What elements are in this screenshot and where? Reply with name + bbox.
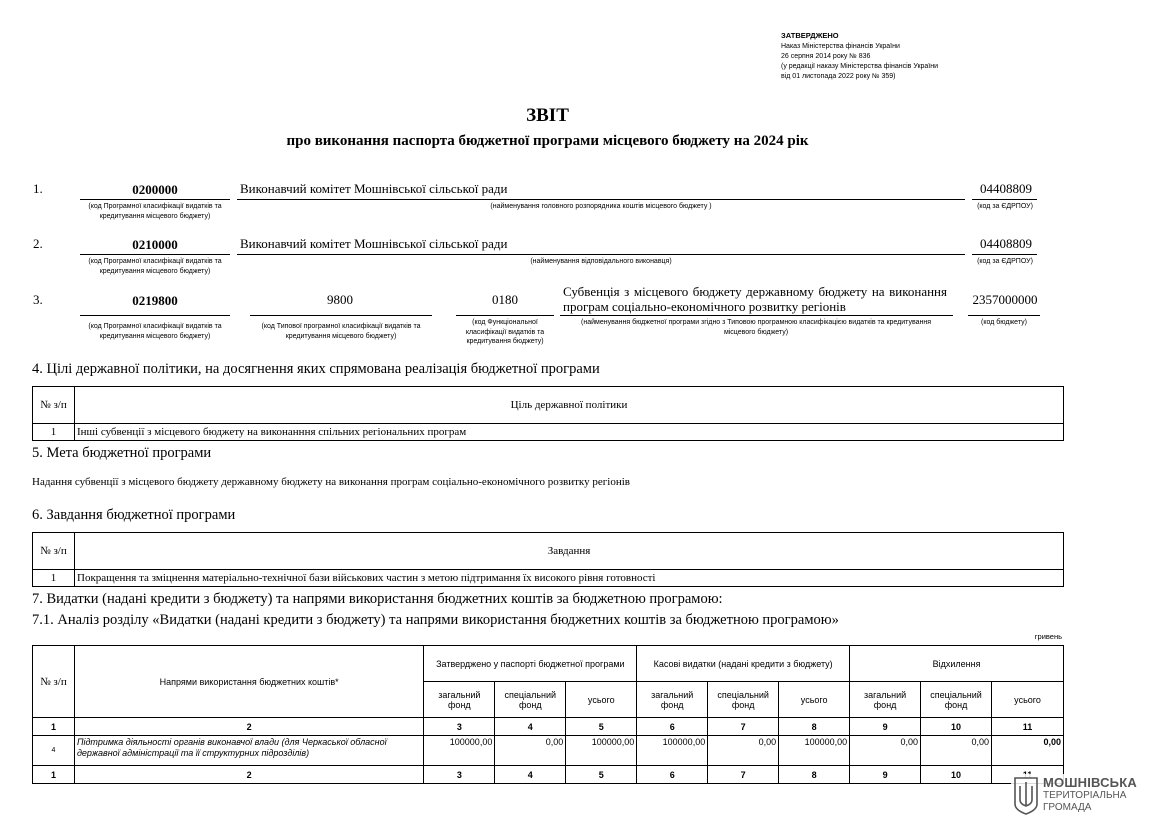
index-cell: 10 — [921, 718, 992, 736]
col-num-header: № з/п — [33, 387, 75, 424]
index-cell: 8 — [779, 766, 850, 784]
group-deviation-header: Відхилення — [850, 646, 1064, 682]
section7-heading: 7. Видатки (надані кредити з бюджету) та напрями використання бюджетних коштів за бюджетною програмою: — [32, 591, 723, 607]
col-num-header: № з/п — [33, 533, 75, 570]
row1-edrpou-caption: (код за ЄДРПОУ) — [977, 203, 1033, 210]
index-cell: 3 — [424, 766, 495, 784]
row3-name-caption: (найменування бюджетної програми згідно з Типовою програмною класифікацією видатків та кредитування місцевого бюджету) — [581, 319, 931, 336]
index-cell: 7 — [708, 718, 779, 736]
section4-heading: 4. Цілі державної політики, на досягнення яких спрямована реалізація бюджетної програми — [32, 361, 600, 377]
trident-icon — [1013, 776, 1039, 816]
underline — [80, 254, 230, 255]
row3-functional-code: 0180 — [492, 292, 518, 307]
row3-code-caption: (код Програмної класифікації видатків та кредитування місцевого бюджету) — [88, 323, 222, 340]
section71-heading: 7.1. Аналіз розділу «Видатки (надані кредити з бюджету) та напрями використання бюджетних коштів за бюджетною програмою» — [32, 612, 839, 628]
approval-heading: ЗАТВЕРДЖЕНО — [781, 31, 839, 40]
sub-general-header: загальний фонд — [424, 682, 495, 718]
table-header-row — [33, 646, 1064, 682]
logo-line2: ТЕРИТОРІАЛЬНА — [1043, 790, 1127, 801]
value-cell: 100000,00 — [779, 736, 850, 766]
row2-code-caption: (код Програмної класифікації видатків та кредитування місцевого бюджету) — [88, 258, 222, 275]
value-cell: 0,00 — [495, 736, 566, 766]
policy-goals-table — [32, 386, 1064, 441]
index-row — [33, 718, 1064, 736]
underline — [80, 199, 230, 200]
index-cell: 7 — [708, 766, 779, 784]
approval-line: Наказ Міністерства фінансів України — [781, 43, 900, 50]
row3-number: 3. — [33, 292, 43, 307]
index-cell: 6 — [637, 766, 708, 784]
sub-general-header: загальний фонд — [850, 682, 921, 718]
row-goal-text: Інші субвенції з місцевого бюджету на виконанння спільних регіональних програм — [75, 424, 1064, 441]
value-cell: 100000,00 — [637, 736, 708, 766]
underline — [237, 199, 965, 200]
tasks-table — [32, 532, 1064, 587]
sub-special-header: спеціальний фонд — [921, 682, 992, 718]
index-cell: 9 — [850, 766, 921, 784]
section5-text: Надання субвенції з місцевого бюджету державному бюджету на виконання програм соціально-економічного розвитку регіонів — [32, 476, 630, 488]
row2-edrpou: 04408809 — [980, 236, 1032, 251]
approval-line: 26 серпня 2014 року № 836 — [781, 53, 871, 60]
col-num-header: № з/п — [33, 646, 75, 718]
index-cell: 4 — [495, 718, 566, 736]
sub-special-header: спеціальний фонд — [495, 682, 566, 718]
index-cell: 6 — [637, 718, 708, 736]
index-cell: 9 — [850, 718, 921, 736]
col-task-header: Завдання — [75, 533, 1064, 570]
value-cell: 0,00 — [850, 736, 921, 766]
value-cell: 100000,00 — [424, 736, 495, 766]
index-cell: 5 — [566, 766, 637, 784]
row2-executor-name: Виконавчий комітет Мошнівської сільської ради — [240, 236, 508, 251]
approval-stamp — [781, 31, 938, 82]
value-cell: 0,00 — [992, 736, 1064, 766]
row1-program-code: 0200000 — [132, 182, 178, 197]
row-num: 1 — [33, 424, 75, 441]
col-goal-header: Ціль державної політики — [75, 387, 1064, 424]
index-cell: 1 — [33, 766, 75, 784]
row1-edrpou: 04408809 — [980, 181, 1032, 196]
sub-general-header: загальний фонд — [637, 682, 708, 718]
row2-edrpou-caption: (код за ЄДРПОУ) — [977, 258, 1033, 265]
table-row — [33, 424, 1064, 441]
unit-label: гривень — [1034, 632, 1062, 641]
index-cell: 1 — [33, 718, 75, 736]
index-cell: 2 — [74, 766, 423, 784]
table-row — [33, 570, 1064, 587]
row3-typical-code: 9800 — [327, 292, 353, 307]
value-cell: 0,00 — [708, 736, 779, 766]
index-row — [33, 766, 1064, 784]
table-header-row — [33, 533, 1064, 570]
row-num: 4 — [33, 736, 75, 766]
underline — [456, 315, 554, 316]
section6-heading: 6. Завдання бюджетної програми — [32, 507, 236, 523]
index-cell: 8 — [779, 718, 850, 736]
report-subtitle: про виконання паспорта бюджетної програми місцевого бюджету на 2024 рік — [286, 133, 809, 149]
group-approved-header: Затверджено у паспорті бюджетної програми — [424, 646, 637, 682]
row-num: 1 — [33, 570, 75, 587]
underline — [972, 254, 1037, 255]
sub-total-header: усього — [566, 682, 637, 718]
row1-code-caption: (код Програмної класифікації видатків та кредитування місцевого бюджету) — [88, 203, 222, 220]
index-cell: 11 — [992, 718, 1064, 736]
index-cell: 4 — [495, 766, 566, 784]
col-direction-header: Напрями використання бюджетних коштів* — [74, 646, 423, 718]
index-cell: 10 — [921, 766, 992, 784]
underline — [80, 315, 230, 316]
row1-manager-name: Виконавчий комітет Мошнівської сільської ради — [240, 181, 508, 196]
logo-line1: МОШНІВСЬКА — [1043, 775, 1137, 790]
underline — [972, 199, 1037, 200]
index-cell: 2 — [74, 718, 423, 736]
watermark-logo — [1011, 774, 1161, 818]
index-cell: 5 — [566, 718, 637, 736]
expenditure-table — [32, 645, 1064, 784]
row1-number: 1. — [33, 181, 43, 196]
row2-number: 2. — [33, 236, 43, 251]
row3-budget-caption: (код бюджету) — [981, 319, 1027, 326]
row2-program-code: 0210000 — [132, 237, 178, 252]
row3-program-name: Субвенція з місцевого бюджету державному бюджету на виконання програм соціально-економічного розвитку регіонів — [563, 284, 947, 314]
row3-functional-caption: (код Функціональної класифікації видатків та кредитування бюджету) — [465, 319, 545, 345]
row-direction-text: Підтримка діяльності органів виконавчої влади (для Черкаської обласної державної адміністрації та її структурних підрозділів) — [74, 736, 423, 766]
table-row — [33, 736, 1064, 766]
underline — [968, 315, 1040, 316]
row3-typical-caption: (код Типової програмної класифікації видатків та кредитування місцевого бюджету) — [261, 323, 421, 340]
logo-line3: ГРОМАДА — [1043, 802, 1092, 813]
approval-line: від 01 листопада 2022 року № 359) — [781, 73, 896, 80]
approval-line: (у редакції наказу Міністерства фінансів України — [781, 63, 939, 70]
underline — [560, 315, 953, 316]
row-task-text: Покращення та зміцнення матеріально-технічної бази військових частин з метою підтримання їх високого рівня готовності — [75, 570, 1064, 587]
sub-total-header: усього — [779, 682, 850, 718]
underline — [250, 315, 432, 316]
report-title: ЗВІТ — [526, 105, 569, 126]
row3-budget-code: 2357000000 — [972, 292, 1038, 307]
sub-total-header: усього — [992, 682, 1064, 718]
row1-name-caption: (найменування головного розпорядника коштів місцевого бюджету ) — [490, 203, 712, 210]
sub-special-header: спеціальний фонд — [708, 682, 779, 718]
value-cell: 0,00 — [921, 736, 992, 766]
value-cell: 100000,00 — [566, 736, 637, 766]
table-header-row — [33, 387, 1064, 424]
row2-name-caption: (найменування відповідального виконавця) — [530, 258, 672, 265]
index-cell: 3 — [424, 718, 495, 736]
row3-program-code: 0219800 — [132, 293, 178, 308]
section5-heading: 5. Мета бюджетної програми — [32, 445, 212, 461]
underline — [237, 254, 965, 255]
group-cash-header: Касові видатки (надані кредити з бюджету) — [637, 646, 850, 682]
